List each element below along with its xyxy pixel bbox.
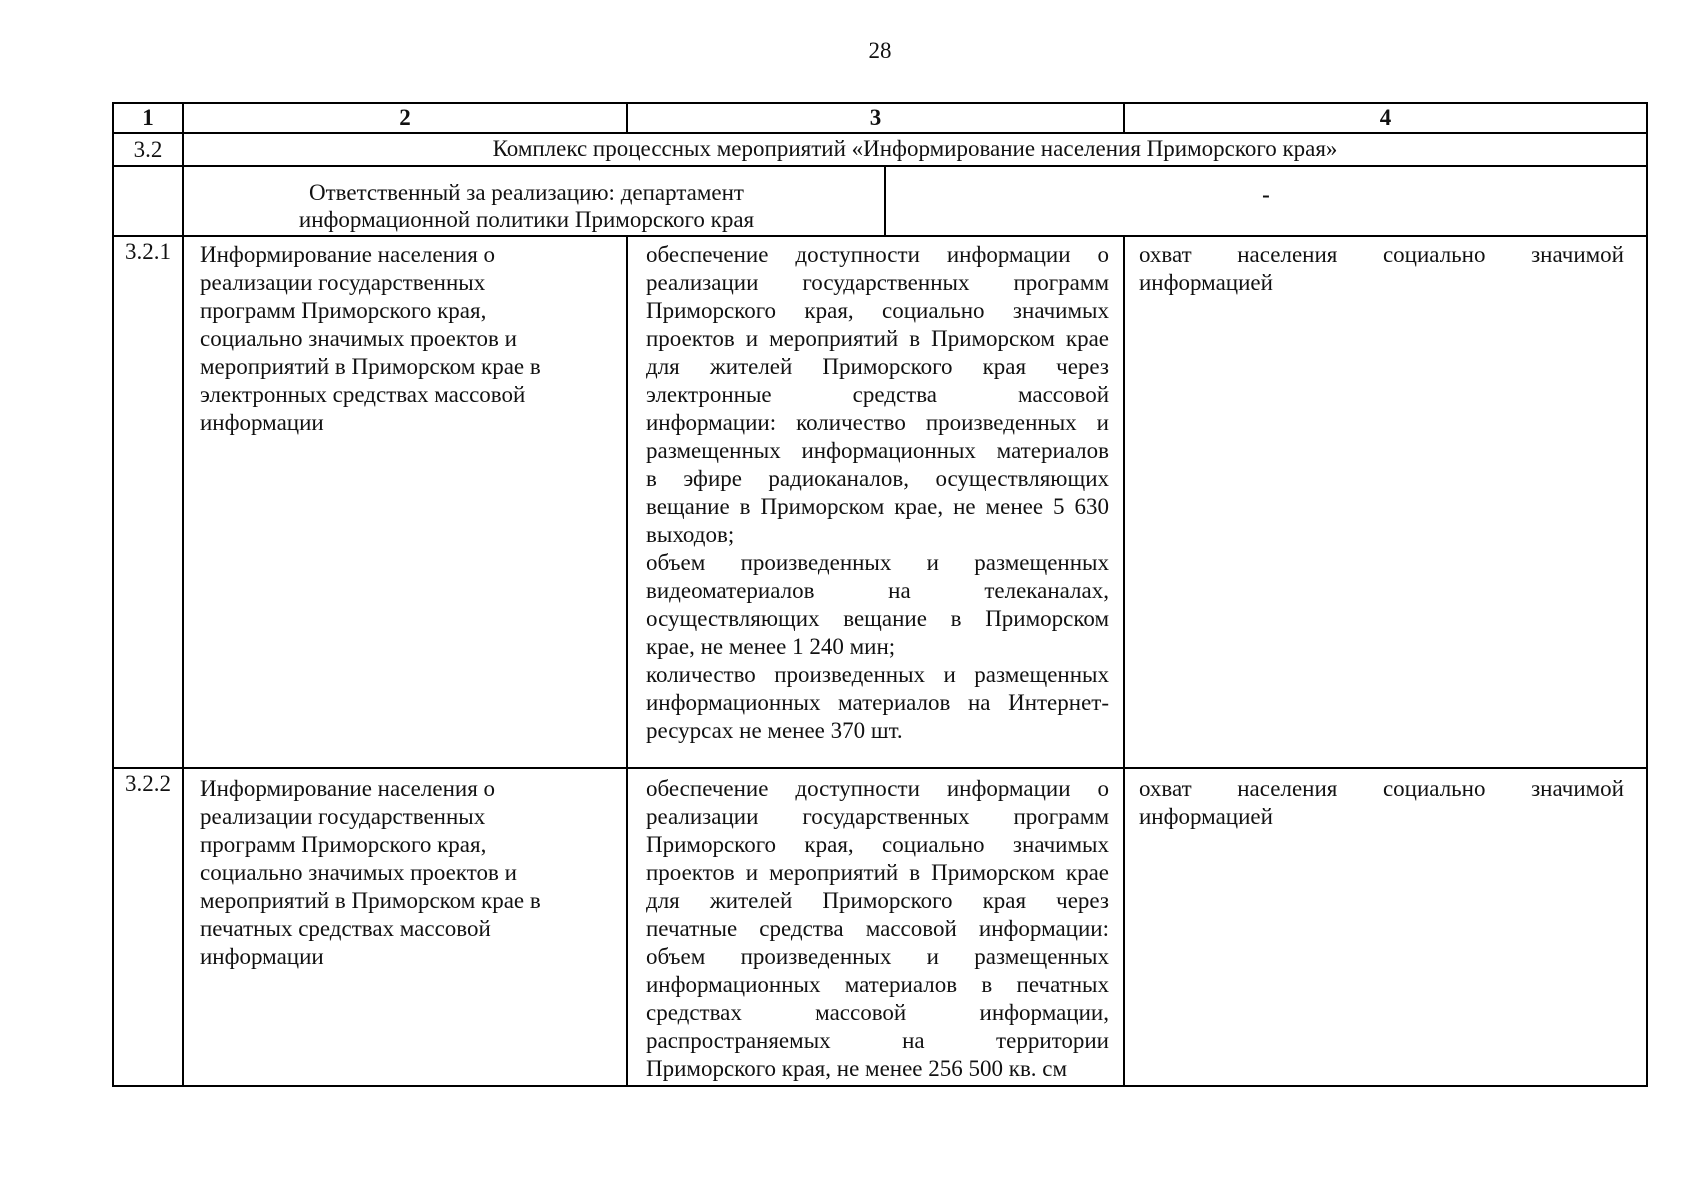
section-row [113,133,1647,166]
table-row [113,236,1647,768]
section-title: Комплекс процессных мероприятий «Информирование населения Приморского края» [183,133,1647,166]
header-cell-4: 4 [1124,103,1647,133]
description-line: информационных материалов на Интернет- [646,690,1109,715]
description-line: обеспечение доступности информации о [646,776,1109,801]
result-cell [1124,236,1647,768]
page-number: 28 [868,38,892,63]
header-row [113,103,1647,133]
description-line: вещание в Приморском крае, не менее 5 630 [646,494,1109,519]
row-number: 3.2.1 [113,236,183,768]
task-line: мероприятий в Приморском крае в [200,354,541,379]
description-line: ресурсах не менее 370 шт. [646,718,903,743]
description-line: реализации государственных программ [646,270,1109,295]
description-line: видеоматериалов на телеканалах, [646,578,1109,603]
table-row [113,768,1647,1086]
description-line: количество произведенных и размещенных [646,662,1109,687]
task-line: мероприятий в Приморском крае в [200,888,541,913]
result-line: информацией [1139,804,1273,829]
responsible-text [184,179,869,233]
header-cell-2: 2 [183,103,627,133]
task-line: информации [200,944,324,969]
description-line: крае, не менее 1 240 мин; [646,634,896,659]
description-cell [627,236,1124,768]
result-cell [1124,768,1647,1086]
header-cell-3: 3 [627,103,1124,133]
description-line: объем произведенных и размещенных [646,550,1109,575]
responsible-empty-cell [113,166,183,236]
description-line: для жителей Приморского края через [646,354,1109,379]
description-line: Приморского края, социально значимых [646,832,1109,857]
description-line: размещенных информационных материалов [646,438,1109,463]
result-line: охват населения социально значимой [1139,242,1624,267]
responsible-value: - [1262,182,1270,207]
task-line: электронных средствах массовой [200,382,526,407]
responsible-cell [183,166,1647,236]
task-line: программ Приморского края, [200,832,487,857]
task-line: программ Приморского края, [200,298,487,323]
description-line: реализации государственных программ [646,804,1109,829]
task-cell [183,236,627,768]
description-line: информационных материалов в печатных [646,972,1109,997]
task-line: печатных средствах массовой [200,916,491,941]
description-cell [627,768,1124,1086]
result-line: информацией [1139,270,1273,295]
task-line: реализации государственных [200,804,486,829]
description-line: объем произведенных и размещенных [646,944,1109,969]
section-number: 3.2 [113,133,183,166]
description-line: выходов; [646,522,735,547]
row-number: 3.2.2 [113,768,183,1086]
task-line: информации [200,410,324,435]
description-line: электронные средства массовой [646,382,1109,407]
responsible-line: информационной политики Приморского края [298,207,755,232]
header-cell-1: 1 [113,103,183,133]
task-line: Информирование населения о [200,242,496,267]
description-line: распространяемых на территории [646,1028,1109,1053]
description-line: проектов и мероприятий в Приморском крае [646,326,1109,351]
description-line: проектов и мероприятий в Приморском крае [646,860,1109,885]
task-line: социально значимых проектов и [200,326,517,351]
responsible-row [113,166,1647,236]
description-line: информации: количество произведенных и [646,410,1109,435]
task-cell [183,768,627,1086]
task-line: Информирование населения о [200,776,496,801]
description-line: обеспечение доступности информации о [646,242,1109,267]
result-line: охват населения социально значимой [1139,776,1624,801]
task-line: реализации государственных [200,270,486,295]
description-line: печатные средства массовой информации: [646,916,1109,941]
description-line: осуществляющих вещание в Приморском [646,606,1109,631]
description-line: средствах массовой информации, [646,1000,1109,1025]
description-line: для жителей Приморского края через [646,888,1109,913]
measures-table [112,102,1648,1087]
description-line: Приморского края, не менее 256 500 кв. см [646,1056,1068,1081]
responsible-line: Ответственный за реализацию: департамент [308,180,744,205]
description-line: в эфире радиоканалов, осуществляющих [646,466,1109,491]
task-line: социально значимых проектов и [200,860,517,885]
description-line: Приморского края, социально значимых [646,298,1109,323]
